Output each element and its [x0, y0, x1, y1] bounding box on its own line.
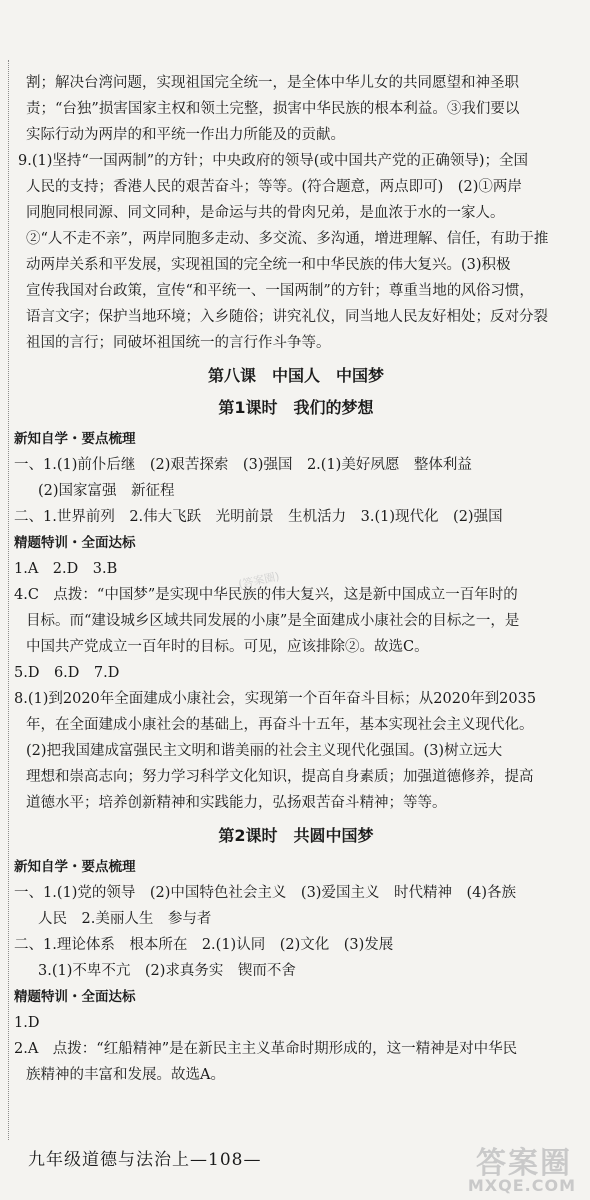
answer-line: 一、1.(1)前仆后继 (2)艰苦探索 (3)强国 2.(1)美好夙愿 整体利益: [14, 457, 472, 473]
answer-line: 年，在全面建成小康社会的基础上，再奋斗十五年，基本实现社会主义现代化。: [26, 717, 534, 733]
answer-line: 祖国的言行；同破坏祖国统一的言行作斗争等。: [26, 335, 331, 351]
answer-line: 宣传我国对台政策，宣传“和平统一、一国两制”的方针；尊重当地的风俗习惯，: [26, 283, 534, 299]
section-heading: 新知自学・要点梳理: [14, 431, 136, 447]
section-heading: 新知自学・要点梳理: [14, 859, 136, 875]
answer-line: 一、1.(1)党的领导 (2)中国特色社会主义 (3)爱国主义 时代精神 (4)各族: [14, 885, 516, 901]
answer-line: (2)把我国建成富强民主文明和谐美丽的社会主义现代化强国。(3)树立远大: [26, 743, 503, 759]
watermark-logo: 答案圈: [476, 1146, 572, 1181]
page-footer: 九年级道德与法治上—108—: [28, 1150, 262, 1170]
answer-line: (2)国家富强 新征程: [38, 483, 175, 499]
answer-line: 道德水平；培养创新精神和实践能力，弘扬艰苦奋斗精神；等等。: [26, 795, 447, 811]
lesson-title: 第八课 中国人 中国梦: [207, 366, 384, 385]
answer-line: 8.(1)到2020年全面建成小康社会，实现第一个百年奋斗目标；从2020年到2035: [14, 691, 537, 707]
section-heading: 精题特训・全面达标: [14, 989, 136, 1005]
period-title: 第1课时 我们的梦想: [218, 398, 374, 417]
period-title: 第2课时 共圆中国梦: [218, 826, 374, 845]
prior-answer-line: 责；“台独”损害国家主权和领土完整，损害中华民族的根本利益。③我们要以: [26, 101, 520, 117]
answer-line: ②“人不走不亲”，两岸同胞多走动、多交流、多沟通，增进理解、信任，有助于推: [26, 231, 549, 247]
answer-line: 同胞同根同源、同文同种，是命运与共的骨肉兄弟，是血浓于水的一家人。: [26, 205, 505, 221]
answer-line: 1.A 2.D 3.B: [14, 561, 118, 577]
binding-margin-line: [8, 60, 9, 1140]
section-heading: 精题特训・全面达标: [14, 535, 136, 551]
answer-line: 1.D: [14, 1015, 40, 1031]
answer-line: 4.C 点拨：“中国梦”是实现中华民族的伟大复兴，这是新中国成立一百年时的: [14, 587, 518, 603]
answer-line: 人民的支持；香港人民的艰苦奋斗；等等。(符合题意，两点即可) (2)①两岸: [26, 179, 522, 195]
answer-line: 二、1.理论体系 根本所在 2.(1)认同 (2)文化 (3)发展: [14, 937, 394, 953]
answer-line: 2.A 点拨：“红船精神”是在新民主主义革命时期形成的，这一精神是对中华民: [14, 1041, 518, 1057]
answer-line: 族精神的丰富和发展。故选A。: [26, 1067, 225, 1083]
question-9-answer: [18, 148, 566, 356]
answer-line: 人民 2.美丽人生 参与者: [38, 911, 212, 927]
watermark-url: MXQE.COM: [467, 1176, 576, 1195]
answer-line: 9.(1)坚持“一国两制”的方针；中央政府的领导(或中国共产党的正确领导)；全国: [18, 153, 529, 169]
answer-line: 语言文字；保护当地环境；入乡随俗；讲究礼仪，同当地人民友好相处；反对分裂: [26, 309, 548, 325]
prior-answer-line: 割；解决台湾问题，实现祖国完全统一，是全体中华儿女的共同愿望和神圣职: [26, 75, 519, 91]
answer-line: 3.(1)不卑不亢 (2)求真务实 锲而不舍: [38, 963, 296, 979]
answer-line: 5.D 6.D 7.D: [14, 665, 120, 681]
answer-line: 目标。而“建设城乡区域共同发展的小康”是全面建成小康社会的目标之一，是: [26, 613, 520, 629]
page-content: [14, 70, 566, 1088]
prior-answer-line: 实际行动为两岸的和平统一作出力所能及的贡献。: [26, 127, 345, 143]
answer-line: 动两岸关系和平发展，实现祖国的完全统一和中华民族的伟大复兴。(3)积极: [26, 257, 511, 273]
answer-line: 中国共产党成立一百年时的目标。可见，应该排除②。故选C。: [26, 639, 429, 655]
answer-line: 二、1.世界前列 2.伟大飞跃 光明前景 生机活力 3.(1)现代化 (2)强国: [14, 509, 503, 525]
answer-line: 理想和崇高志向；努力学习科学文化知识，提高自身素质；加强道德修养，提高: [26, 769, 534, 785]
watermark-stamp: (答案圈): [237, 569, 281, 592]
